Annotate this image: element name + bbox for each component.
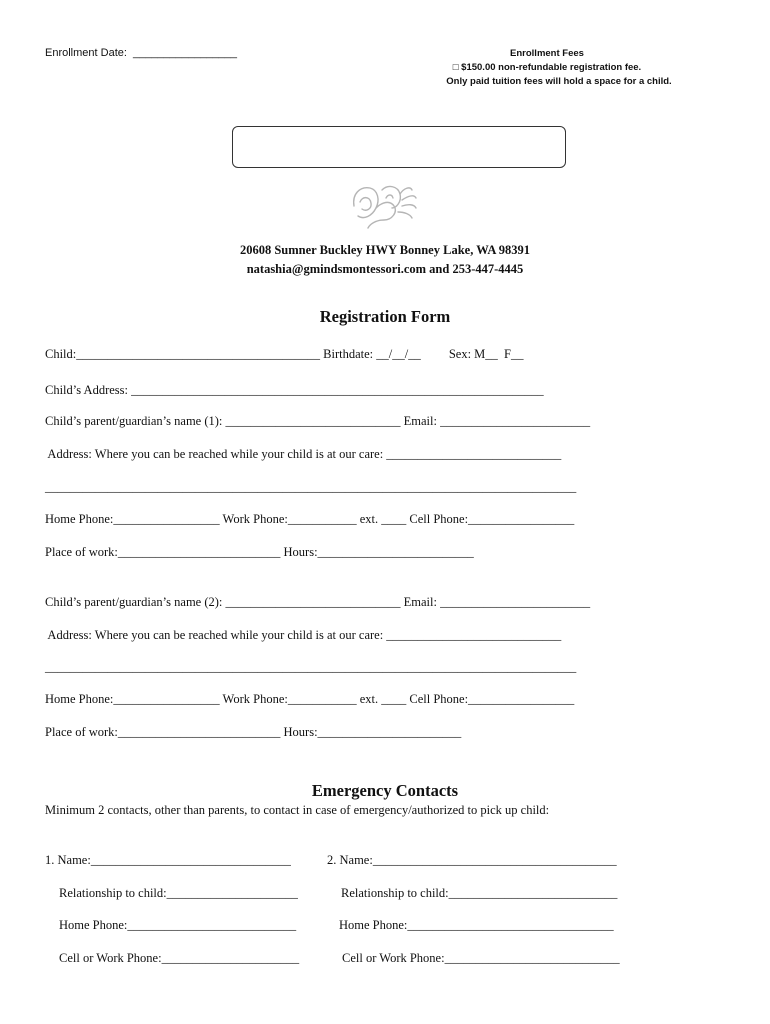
child-address-line[interactable]: Child’s Address: __________________________________________________________________ <box>45 383 544 397</box>
emergency-instructions: Minimum 2 contacts, other than parents, to contact in case of emergency/authorized to pick up child: <box>45 803 550 817</box>
parent2-work-line[interactable]: Place of work:__________________________ Hours:_______________________ <box>45 725 462 739</box>
parent1-address-line[interactable]: Address: Where you can be reached while your child is at our care: ____________________________ <box>45 447 562 461</box>
school-logo <box>346 178 426 230</box>
parent2-address-blank[interactable]: _____________________________________________________________________________________ <box>45 660 577 674</box>
form-title: Registration Form <box>319 307 451 326</box>
contact1-relationship-line[interactable]: Relationship to child:_____________________ <box>59 886 298 900</box>
parent2-name-line[interactable]: Child’s parent/guardian’s name (2): ____________________________ Email: ________________________ <box>45 595 591 609</box>
parent1-work-line[interactable]: Place of work:__________________________ Hours:_________________________ <box>45 545 474 559</box>
contact1-name-line[interactable]: 1. Name:________________________________ <box>45 853 291 867</box>
contact2-cell-phone-line[interactable]: Cell or Work Phone:____________________________ <box>342 951 620 965</box>
enrollment-date-field[interactable]: Enrollment Date: _________________ <box>45 47 238 59</box>
school-address: 20608 Sumner Buckley HWY Bonney Lake, WA 98391 <box>239 243 531 257</box>
contact2-name-line[interactable]: 2. Name:_______________________________________ <box>327 853 617 867</box>
parent1-phones-line[interactable]: Home Phone:_________________ Work Phone:___________ ext. ____ Cell Phone:_________________ <box>45 512 575 526</box>
parent2-phones-line[interactable]: Home Phone:_________________ Work Phone:___________ ext. ____ Cell Phone:_________________ <box>45 692 575 706</box>
parent2-address-line[interactable]: Address: Where you can be reached while your child is at our care: ____________________________ <box>45 628 562 642</box>
contact2-home-phone-line[interactable]: Home Phone:_________________________________ <box>339 918 614 932</box>
enrollment-fees-title: Enrollment Fees <box>510 48 584 59</box>
emergency-title: Emergency Contacts <box>311 781 459 800</box>
school-contact: natashia@gmindsmontessori.com and 253-447-4445 <box>246 262 524 276</box>
tuition-note: Only paid tuition fees will hold a space for a child. <box>446 76 672 87</box>
school-name-box <box>232 126 566 168</box>
child-name-line[interactable]: Child:_______________________________________ Birthdate: __/__/__ Sex: M__ F__ <box>45 347 524 361</box>
contact1-home-phone-line[interactable]: Home Phone:___________________________ <box>59 918 297 932</box>
parent1-name-line[interactable]: Child’s parent/guardian’s name (1): ____________________________ Email: ________________________ <box>45 414 591 428</box>
contact1-cell-phone-line[interactable]: Cell or Work Phone:______________________ <box>59 951 300 965</box>
registration-fee-checkbox[interactable]: □ $150.00 non-refundable registration fee. <box>452 62 642 73</box>
parent1-address-blank[interactable]: _____________________________________________________________________________________ <box>45 480 577 494</box>
contact2-relationship-line[interactable]: Relationship to child:___________________________ <box>341 886 618 900</box>
